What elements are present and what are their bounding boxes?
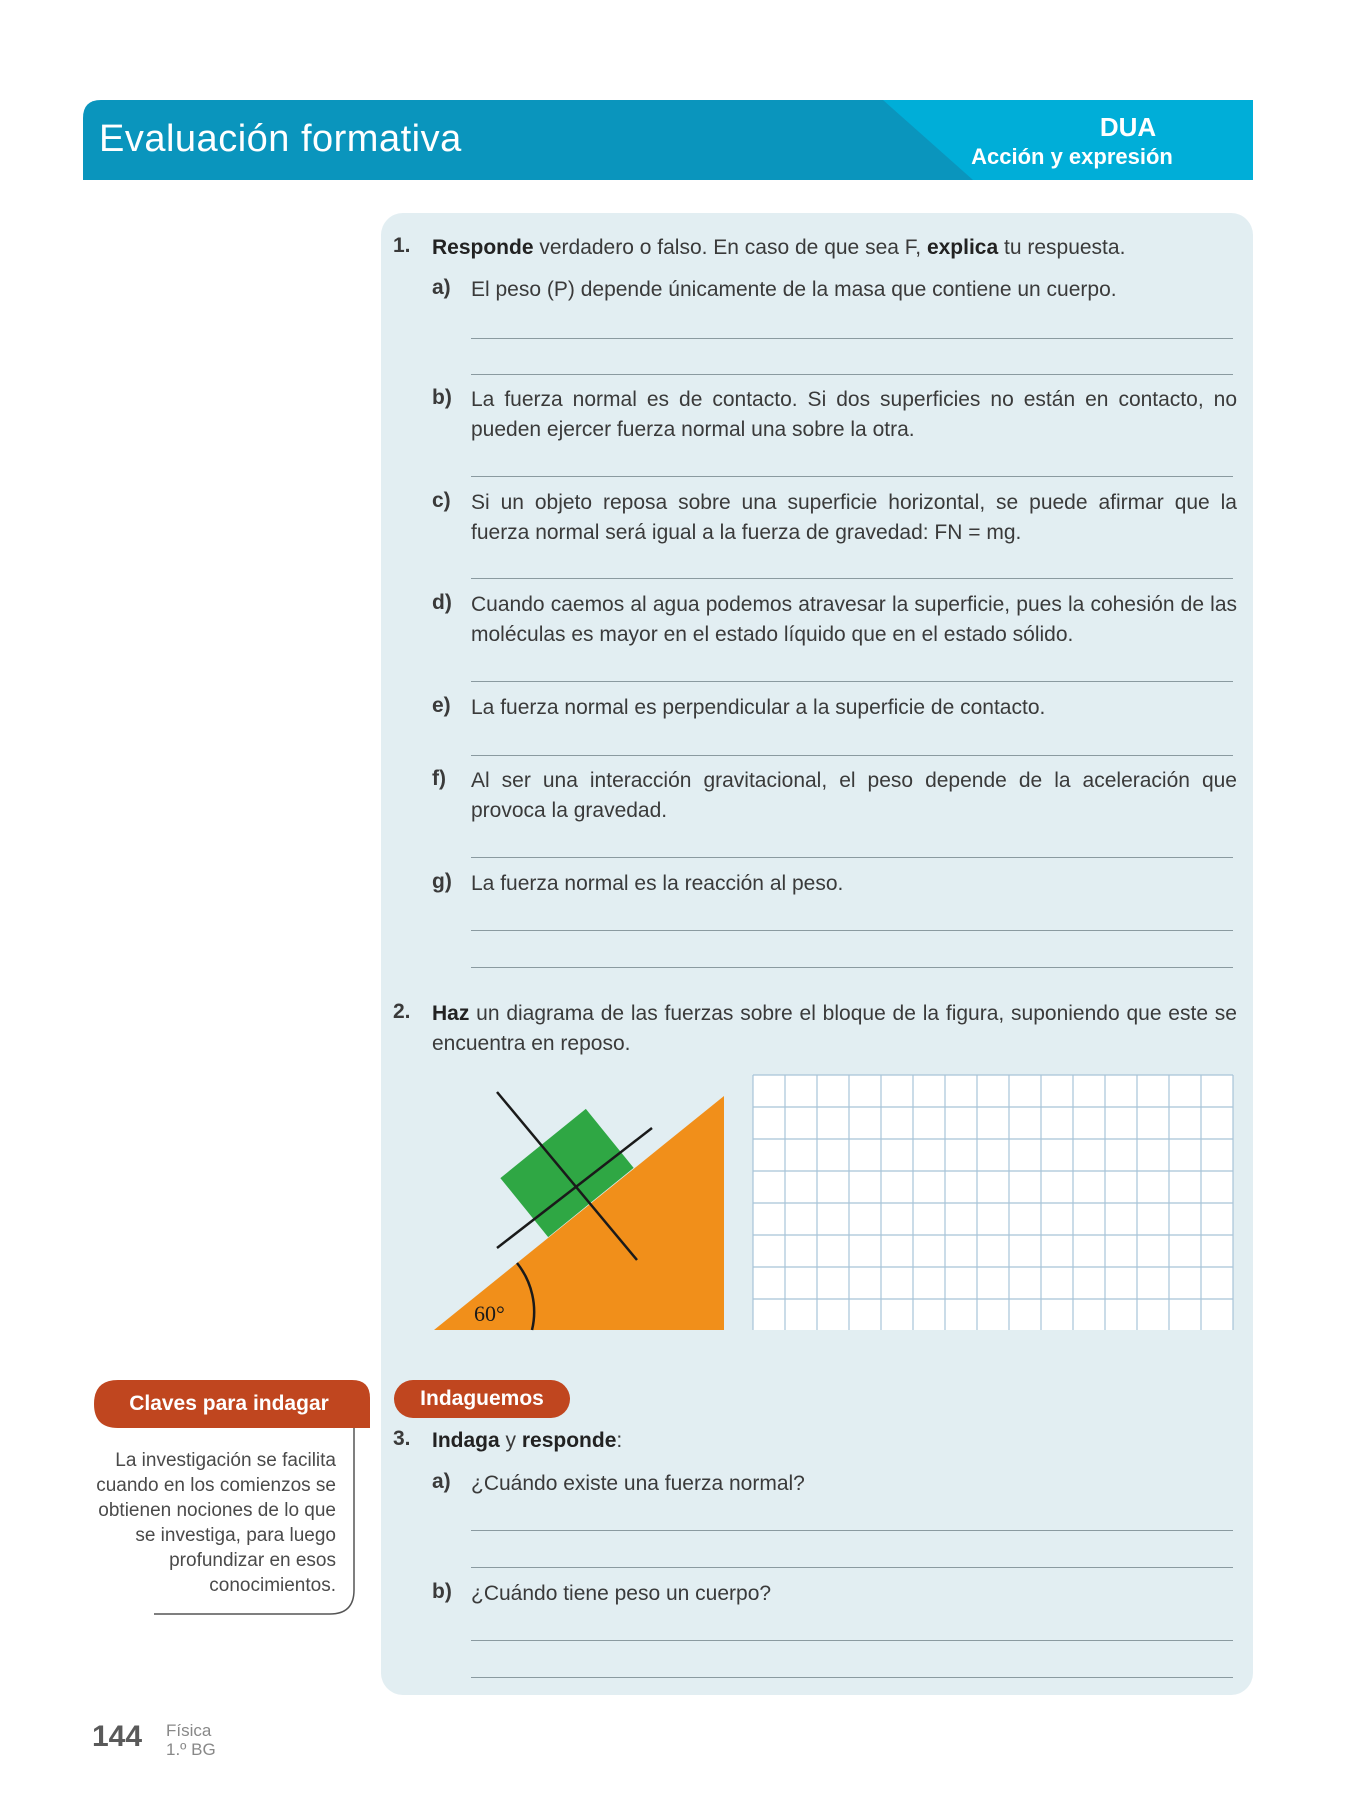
drawing-grid[interactable] — [752, 1074, 1236, 1330]
question-3-number: 3. — [393, 1427, 411, 1450]
indaguemos-tag: Indaguemos — [394, 1380, 570, 1418]
q1-text-2: tu respuesta. — [998, 236, 1126, 259]
q3-item-a-letter: a) — [432, 1470, 451, 1493]
question-1-prompt — [432, 233, 1232, 263]
answer-line[interactable] — [471, 374, 1233, 375]
q1-text-1: verdadero o falso. En caso de que sea F, — [533, 236, 927, 259]
item-a-letter: a) — [432, 276, 451, 299]
sidebar-title: Claves para indagar — [129, 1392, 329, 1415]
page-title: Evaluación formativa — [99, 118, 462, 160]
subject-label — [166, 1721, 216, 1759]
question-2-prompt — [432, 999, 1237, 1059]
q3-verb-indaga: Indaga — [432, 1429, 500, 1452]
grade-label: 1.º BG — [166, 1740, 216, 1759]
question-2-number: 2. — [393, 1000, 411, 1023]
item-a-text: El peso (P) depende únicamente de la masa que contiene un cuerpo. — [471, 278, 1117, 301]
item-c-letter: c) — [432, 489, 451, 512]
sidebar-text: La investigación se facilita cuando en los comienzos se obtienen nociones de lo que se investiga, para luego profundizar en esos conocimientos. — [96, 1450, 336, 1596]
question-1-number: 1. — [393, 234, 411, 257]
q3-verb-responde: responde — [521, 1429, 617, 1452]
q3-item-b-letter: b) — [432, 1580, 452, 1603]
item-d-text: Cuando caemos al agua podemos atravesar la superficie, pues la cohesión de las moléculas es mayor en el estado líquido que en el estado sólido. — [471, 593, 1237, 646]
q2-text: un diagrama de las fuerzas sobre el bloque de la figura, suponiendo que este se encuentra en reposo. — [432, 1002, 1237, 1055]
q1-verb-explica: explica — [926, 236, 999, 259]
item-e-text: La fuerza normal es perpendicular a la superficie de contacto. — [471, 696, 1046, 719]
item-c-text: Si un objeto reposa sobre una superficie horizontal, se puede afirmar que la fuerza normal será igual a la fuerza de gravedad: FN = mg. — [471, 491, 1237, 544]
item-b-text: La fuerza normal es de contacto. Si dos superficies no están en contacto, no pueden ejercer fuerza normal una sobre la otra. — [471, 388, 1237, 441]
item-f-text: Al ser una interacción gravitacional, el peso depende de la aceleración que provoca la gravedad. — [471, 769, 1237, 822]
item-g-letter: g) — [432, 870, 452, 893]
q2-verb-haz: Haz — [432, 1002, 470, 1025]
answer-line[interactable] — [471, 476, 1233, 477]
answer-line[interactable] — [471, 1677, 1233, 1678]
q1-verb-responde: Responde — [432, 236, 534, 259]
dua-subtitle: Acción y expresión — [971, 144, 1173, 169]
item-b-letter: b) — [432, 386, 452, 409]
incline-block-figure — [432, 1088, 732, 1338]
q3-text-1: y — [499, 1429, 522, 1452]
answer-line[interactable] — [471, 930, 1233, 931]
answer-line[interactable] — [471, 857, 1233, 858]
item-e-letter: e) — [432, 694, 451, 717]
q3-item-b-text: ¿Cuándo tiene peso un cuerpo? — [471, 1582, 772, 1605]
answer-line[interactable] — [471, 1530, 1233, 1531]
page-number: 144 — [92, 1720, 143, 1753]
question-3-prompt — [432, 1426, 1132, 1456]
item-g-text: La fuerza normal es la reacción al peso. — [471, 872, 844, 895]
answer-line[interactable] — [471, 338, 1233, 339]
item-d-letter: d) — [432, 591, 452, 614]
subject-name: Física — [166, 1721, 212, 1740]
answer-line[interactable] — [471, 755, 1233, 756]
answer-line[interactable] — [471, 578, 1233, 579]
angle-label: 60° — [474, 1301, 505, 1326]
q3-text-2: : — [616, 1429, 623, 1452]
dua-title: DUA — [1099, 112, 1157, 142]
answer-line[interactable] — [471, 681, 1233, 682]
item-f-letter: f) — [432, 767, 446, 790]
answer-line[interactable] — [471, 1640, 1233, 1641]
answer-line[interactable] — [471, 1567, 1233, 1568]
q3-item-a-text: ¿Cuándo existe una fuerza normal? — [471, 1472, 805, 1495]
answer-line[interactable] — [471, 967, 1233, 968]
header-banner — [83, 100, 1253, 180]
